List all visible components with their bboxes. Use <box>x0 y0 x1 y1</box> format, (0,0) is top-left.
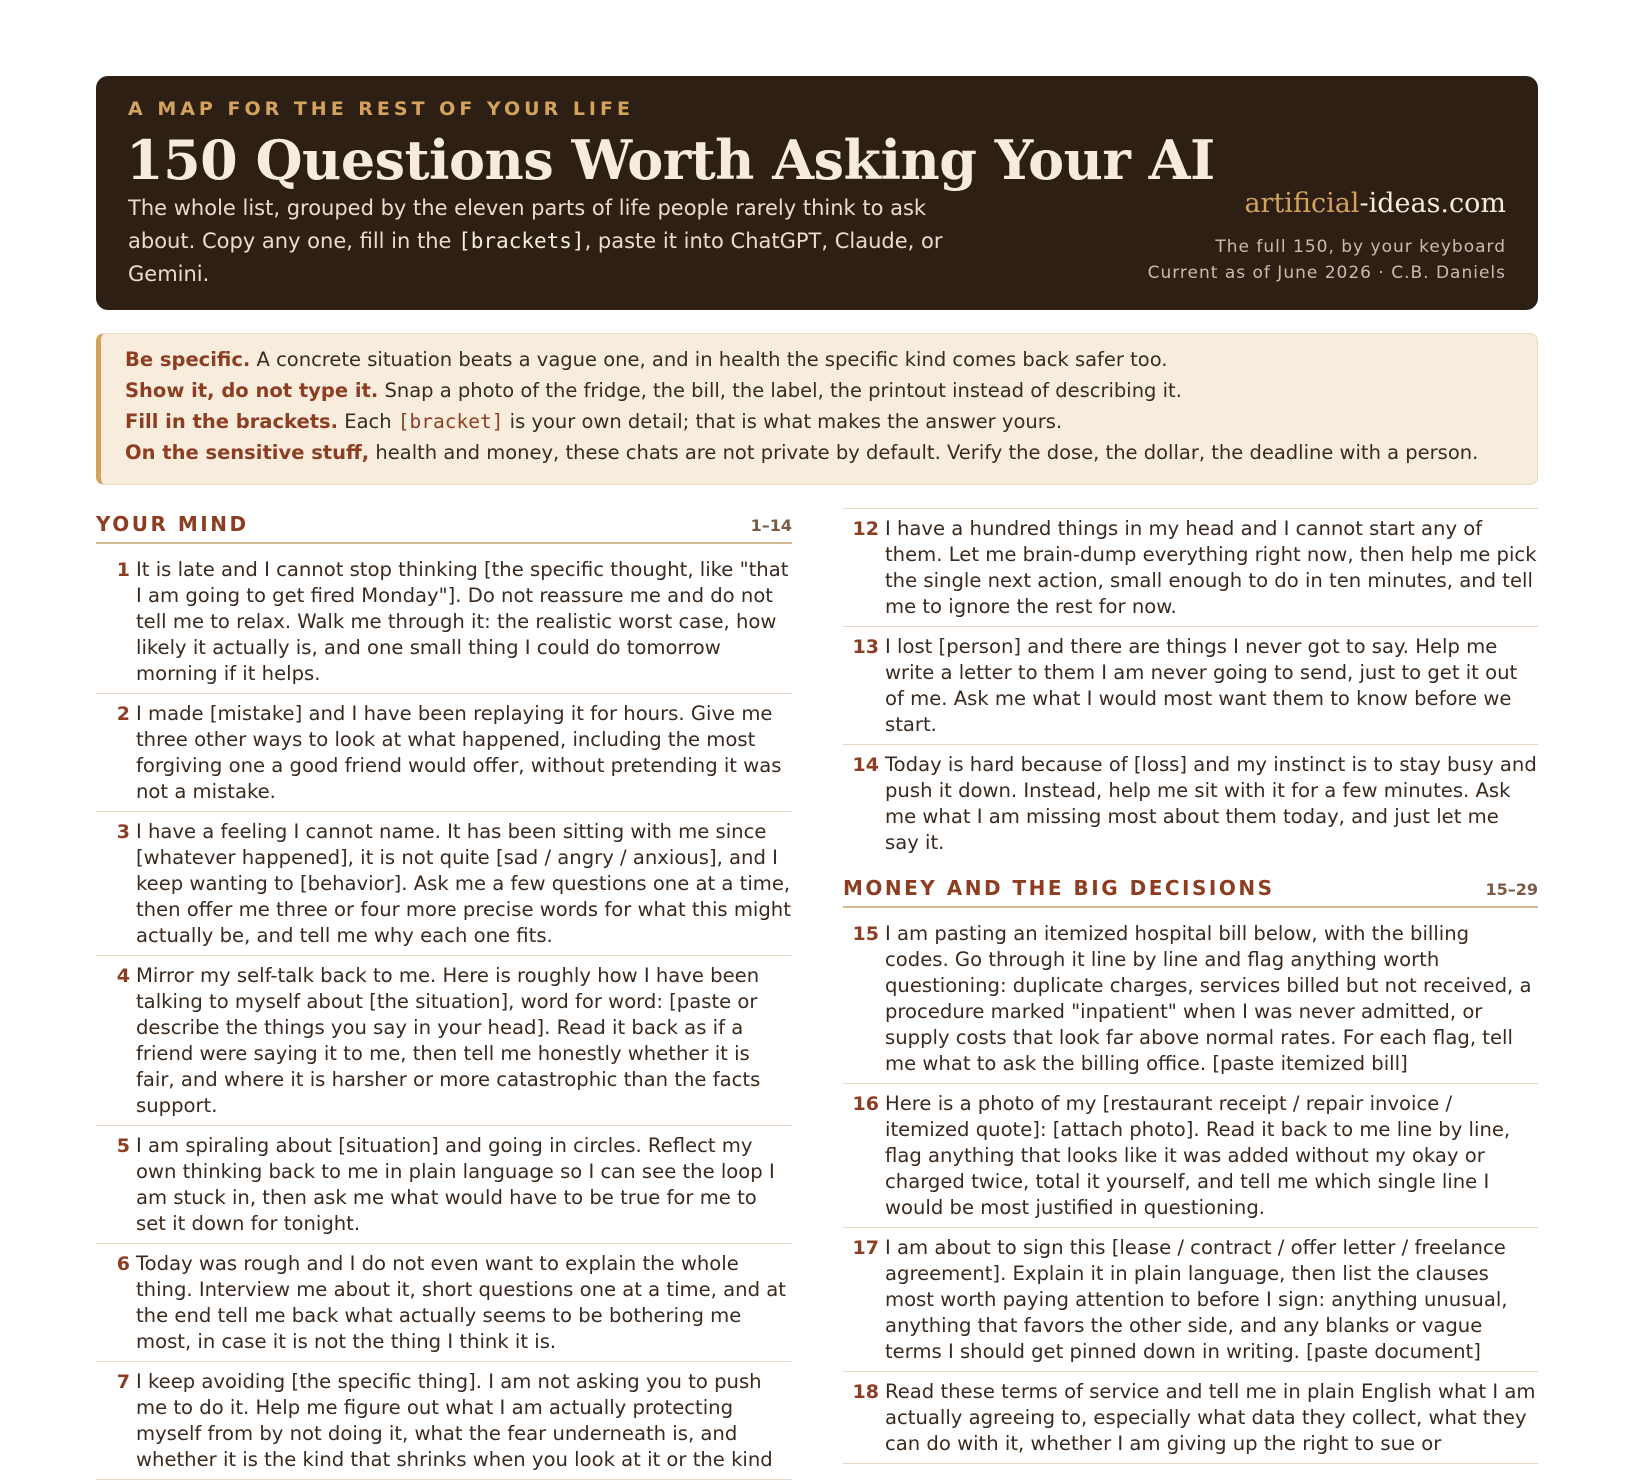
tip-text: is your own detail; that is what makes the answer yours. <box>503 410 1063 433</box>
question-text: Mirror my self-talk back to me. Here is roughly how I have been talking to myself about [the situation], word for word: [paste or describe the things you say in your head]. Read it back as if a friend were saying it to me, then tell me honestly whether it is fair, and where it is harsher or more catastrophic than the facts support. <box>136 964 761 1117</box>
question-text: Here is a photo of my [restaurant receipt / repair invoice / itemized quote]: [attach photo]. Read it back to me line by line, flag anything that looks like it was added without my okay or charged twice, total it yourself, and tell me which single line I would be most justified in questioning. <box>885 1092 1511 1219</box>
tip-text-pre: Each <box>338 410 398 433</box>
question-item[interactable] <box>843 1372 1538 1464</box>
question-item[interactable] <box>843 627 1538 745</box>
question-text: I have a feeling I cannot name. It has been sitting with me since [whatever happened], it is not quite [sad / angry / anxious], and I keep wanting to [behavior]. Ask me a few questions one at a time, then offer me three or four more precise words for what this might actually be, and tell me why each one fits. <box>136 820 791 947</box>
question-number: 15 <box>852 923 879 945</box>
subtitle-code: [brackets] <box>458 229 585 253</box>
question-item[interactable] <box>96 694 792 812</box>
site-name <box>1244 188 1506 219</box>
tip-4 <box>125 437 1537 468</box>
question-number: 4 <box>116 965 130 987</box>
question-number: 3 <box>116 821 130 843</box>
question-item[interactable] <box>843 1084 1538 1228</box>
question-item[interactable] <box>96 1362 792 1480</box>
question-number: 13 <box>852 636 879 658</box>
question-item[interactable] <box>843 1228 1538 1372</box>
question-text: I keep avoiding [the specific thing]. I am not asking you to push me to do it. Help me figure out what I am actually protecting myself from by not doing it, what the fear underneath is, and whether it is the kind that shrinks when you look at it or the kind <box>136 1370 773 1471</box>
question-number: 5 <box>116 1135 130 1157</box>
tip-text: A concrete situation beats a vague one, and in health the specific kind comes back safer too. <box>250 348 1168 371</box>
tip-text: Snap a photo of the fridge, the bill, the label, the printout instead of describing it. <box>378 379 1182 402</box>
header-banner <box>96 76 1538 310</box>
tip-lead: On the sensitive stuff, <box>125 441 370 464</box>
section-header-money <box>843 866 1538 908</box>
question-item[interactable] <box>843 914 1538 1084</box>
tip-lead: Show it, do not type it. <box>125 379 379 402</box>
right-column <box>843 508 1538 1464</box>
page-title: 150 Questions Worth Asking Your AI <box>126 128 1215 192</box>
tip-bracket: [bracket] <box>397 410 504 433</box>
tip-1 <box>125 344 1537 375</box>
section-range: 1–14 <box>750 516 792 535</box>
question-item[interactable] <box>96 1126 792 1244</box>
tip-lead: Be specific. <box>125 348 251 371</box>
tip-3 <box>125 406 1537 437</box>
tip-lead: Fill in the brackets. <box>125 410 339 433</box>
site-name-rest: -ideas.com <box>1359 188 1506 219</box>
question-text: Today is hard because of [loss] and my instinct is to stay busy and push it down. Instead, help me sit with it for a few minutes. Ask me what I am missing most about them today, and just let me say it. <box>885 753 1537 854</box>
section-range: 15–29 <box>1485 880 1538 899</box>
tip-text: health and money, these chats are not private by default. Verify the dose, the dollar, the deadline with a person. <box>369 441 1479 464</box>
question-item[interactable] <box>96 812 792 956</box>
question-number: 18 <box>852 1381 879 1403</box>
subtitle-text-b: , paste it into ChatGPT, Claude, or Gemini. <box>128 229 943 286</box>
question-number: 16 <box>852 1093 879 1115</box>
section-title: MONEY AND THE BIG DECISIONS <box>843 876 1275 900</box>
question-item[interactable] <box>843 745 1538 862</box>
question-number: 2 <box>116 703 130 725</box>
question-text: Today was rough and I do not even want to explain the whole thing. Interview me about it, short questions one at a time, and at the end tell me back what actually seems to be bothering me most, in case it is not the thing I think it is. <box>136 1252 786 1353</box>
question-text: I made [mistake] and I have been replaying it for hours. Give me three other ways to look at what happened, including the most forgiving one a good friend would offer, without pretending it was not a mistake. <box>136 702 782 803</box>
question-text: I am pasting an itemized hospital bill below, with the billing codes. Go through it line by line and flag anything worth questioning: duplicate charges, services billed but not received, a procedure marked "inpatient" when I was never admitted, or supply costs that look far above normal rates. For each flag, tell me what to ask the billing office. [paste itemized bill] <box>885 922 1532 1075</box>
question-item[interactable] <box>96 1244 792 1362</box>
subtitle <box>128 192 968 291</box>
question-text: It is late and I cannot stop thinking [the specific thought, like "that I am going to get fired Monday"]. Do not reassure me and do not tell me to relax. Walk me through it: the realistic worst case, how likely it actually is, and one small thing I could do tomorrow morning if it helps. <box>136 558 789 685</box>
question-number: 6 <box>116 1253 130 1275</box>
meta-line-2: Current as of June 2026 · C.B. Daniels <box>1147 263 1506 283</box>
meta-line-1: The full 150, by your keyboard <box>1215 237 1506 257</box>
question-text: I am spiraling about [situation] and going in circles. Reflect my own thinking back to me in plain language so I can see the loop I am stuck in, then ask me what would have to be true for me to set it down for tonight. <box>136 1134 775 1235</box>
section-header-mind <box>96 502 792 544</box>
question-item[interactable] <box>843 508 1538 627</box>
question-number: 14 <box>852 754 879 776</box>
question-number: 7 <box>116 1371 130 1393</box>
question-item[interactable] <box>96 550 792 694</box>
site-name-accent: artificial <box>1244 188 1360 219</box>
question-number: 17 <box>852 1237 879 1259</box>
question-text: Read these terms of service and tell me in plain English what I am actually agreeing to, especially what data they collect, what they can do with it, whether I am giving up the right to sue or <box>885 1380 1536 1455</box>
question-text: I have a hundred things in my head and I cannot start any of them. Let me brain-dump everything right now, then help me pick the single next action, small enough to do in ten minutes, and tell me to ignore the rest for now. <box>885 517 1537 618</box>
left-column <box>96 502 792 1480</box>
question-text: I am about to sign this [lease / contract / offer letter / freelance agreement]. Explain it in plain language, then list the clauses most worth paying attention to before I sign: anything unusual, anything that favors the other side, and any blanks or vague terms I should get pinned down in writing. [paste document] <box>885 1236 1508 1363</box>
header-meta <box>1148 234 1506 286</box>
question-text: I lost [person] and there are things I never got to say. Help me write a letter to them I am never going to send, just to get it out of me. Ask me what I would most want them to know before we start. <box>885 635 1518 736</box>
section-title: YOUR MIND <box>96 512 249 536</box>
question-item[interactable] <box>96 956 792 1126</box>
question-number: 12 <box>852 518 879 540</box>
question-number: 1 <box>116 559 130 581</box>
tip-2 <box>125 375 1537 406</box>
kicker: A MAP FOR THE REST OF YOUR LIFE <box>128 98 634 120</box>
tips-box <box>96 333 1538 485</box>
subtitle-text-a: The whole list, grouped by the eleven parts of life people rarely think to ask about. Copy any one, fill in the <box>128 196 927 253</box>
